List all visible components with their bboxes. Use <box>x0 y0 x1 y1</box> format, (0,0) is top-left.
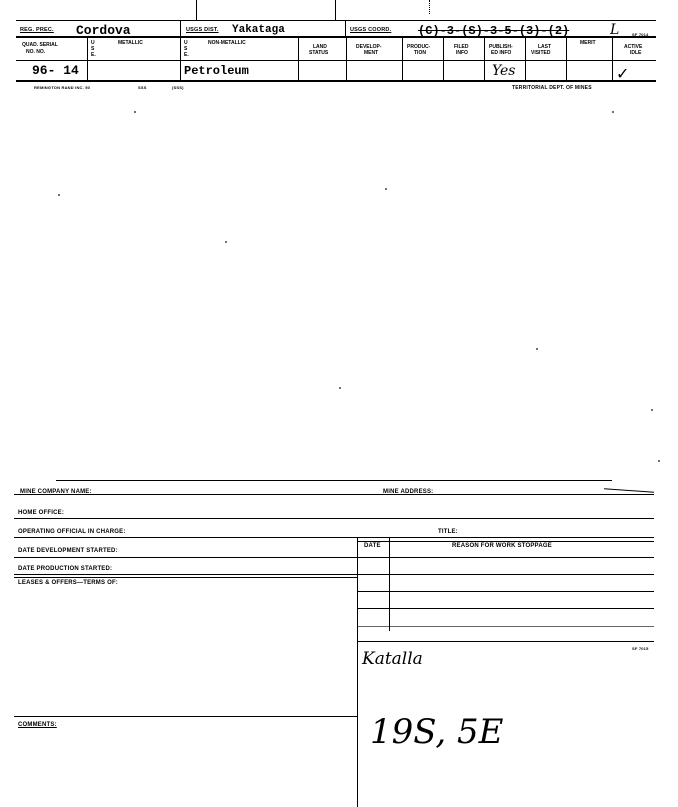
vline <box>87 38 88 81</box>
col-s-nonmetal: S <box>184 46 188 52</box>
active-idle-mark: ✓ <box>616 64 630 83</box>
col-u-metal: U <box>91 40 95 46</box>
reason-col-label: REASON FOR WORK STOPPAGE <box>452 543 552 549</box>
col-idle: IDLE <box>630 50 642 56</box>
col-visited: VISITED <box>531 50 551 56</box>
leases-offers-label: LEASES & OFFERS—TERMS OF: <box>18 580 119 586</box>
col-e-nonmetal: E. <box>184 52 189 58</box>
corner-mark: L <box>610 22 620 38</box>
row-rule <box>14 557 654 558</box>
vline <box>346 38 347 81</box>
form-number-top: SF 7014 <box>632 32 649 37</box>
vline <box>180 38 181 81</box>
col-s-metal: S <box>91 46 95 52</box>
table-vline <box>357 538 358 807</box>
footer-left-code: SSS <box>138 85 147 90</box>
row-rule <box>14 537 654 538</box>
vline <box>180 21 181 37</box>
table-rule <box>357 608 654 609</box>
col-last: LAST <box>538 44 552 50</box>
col-ment: MENT <box>364 50 379 56</box>
col-publish: PUBLISH- <box>489 44 513 50</box>
quad-serial-value: 96- 14 <box>32 63 79 78</box>
nonmetallic-value: Petroleum <box>184 64 249 78</box>
row-rule <box>14 574 654 575</box>
date-production-label: DATE PRODUCTION STARTED: <box>18 566 113 572</box>
table-rule-dotted <box>357 626 654 627</box>
date-development-label: DATE DEVELOPMENT STARTED: <box>18 548 118 554</box>
col-status: STATUS <box>309 50 329 56</box>
vline <box>443 38 444 81</box>
col-active: ACTIVE <box>624 44 643 50</box>
vline <box>484 38 485 81</box>
usgs-coord-value: (C)-3-(S)-3-5-(3)-(2) <box>418 24 570 38</box>
vline <box>612 38 613 81</box>
form-number-bottom: SF 7015 <box>632 646 649 651</box>
footer-right: TERRITORIAL DEPT. OF MINES <box>512 85 592 91</box>
handwritten-coords: 19S, 5E <box>370 712 504 752</box>
operating-official-label: OPERATING OFFICIAL IN CHARGE: <box>18 529 126 535</box>
col-nonmetallic: NON-METALLIC <box>208 40 246 46</box>
col-filed: FILED <box>454 44 469 50</box>
col-no-no: NO. NO. <box>26 49 46 55</box>
col-metallic: METALLIC <box>118 40 143 46</box>
col-merit: MERIT <box>580 40 596 46</box>
vline <box>345 21 346 37</box>
vline <box>298 38 299 81</box>
card-top-edge <box>56 480 612 481</box>
vline <box>335 0 336 20</box>
col-u-nonmetal: U <box>184 40 188 46</box>
vline <box>196 0 197 20</box>
usgs-coord-label: USGS COORD. <box>350 27 392 33</box>
table-vline <box>389 538 390 631</box>
comments-label: COMMENTS: <box>18 722 57 728</box>
pen-stroke <box>604 488 654 492</box>
handwritten-place: Katalla <box>362 649 423 669</box>
table-rule <box>357 641 654 642</box>
col-land: LAND <box>313 44 327 50</box>
col-develop: DEVELOP- <box>356 44 382 50</box>
table-rule <box>357 541 654 542</box>
vline <box>402 38 403 81</box>
row-rule <box>16 60 656 61</box>
published-value: Yes <box>492 63 516 79</box>
top-rule <box>16 20 656 21</box>
vline <box>525 38 526 81</box>
home-office-label: HOME OFFICE: <box>18 510 65 516</box>
date-col-label: DATE <box>364 543 381 549</box>
col-quad-serial: QUAD. SERIAL <box>22 42 58 48</box>
table-rule <box>357 591 654 592</box>
vline-dotted <box>429 0 431 14</box>
col-ed-info: ED INFO <box>491 50 512 56</box>
col-e-metal: E. <box>91 52 96 58</box>
row-rule <box>14 716 357 717</box>
footer-left: REMINGTON RAND INC. 50 <box>34 85 91 90</box>
col-info: INFO <box>456 50 468 56</box>
col-tion: TION <box>414 50 426 56</box>
title-label: TITLE: <box>438 529 458 535</box>
usgs-dist-value: Yakataga <box>232 24 285 36</box>
row-rule-double <box>14 577 357 578</box>
vline <box>566 38 567 81</box>
reg-prec-value: Cordova <box>76 23 131 38</box>
usgs-dist-label: USGS DIST. <box>186 27 219 33</box>
mine-company-name-label: MINE COMPANY NAME: <box>20 489 92 495</box>
row-rule <box>14 494 654 495</box>
col-produc: PRODUC- <box>407 44 431 50</box>
row-rule <box>14 518 654 519</box>
reg-prec-label: REG. PREC. <box>20 27 54 33</box>
mine-address-label: MINE ADDRESS: <box>383 489 434 495</box>
footer-left-code2: (SSS) <box>172 85 184 90</box>
bottom-rule <box>16 80 656 82</box>
